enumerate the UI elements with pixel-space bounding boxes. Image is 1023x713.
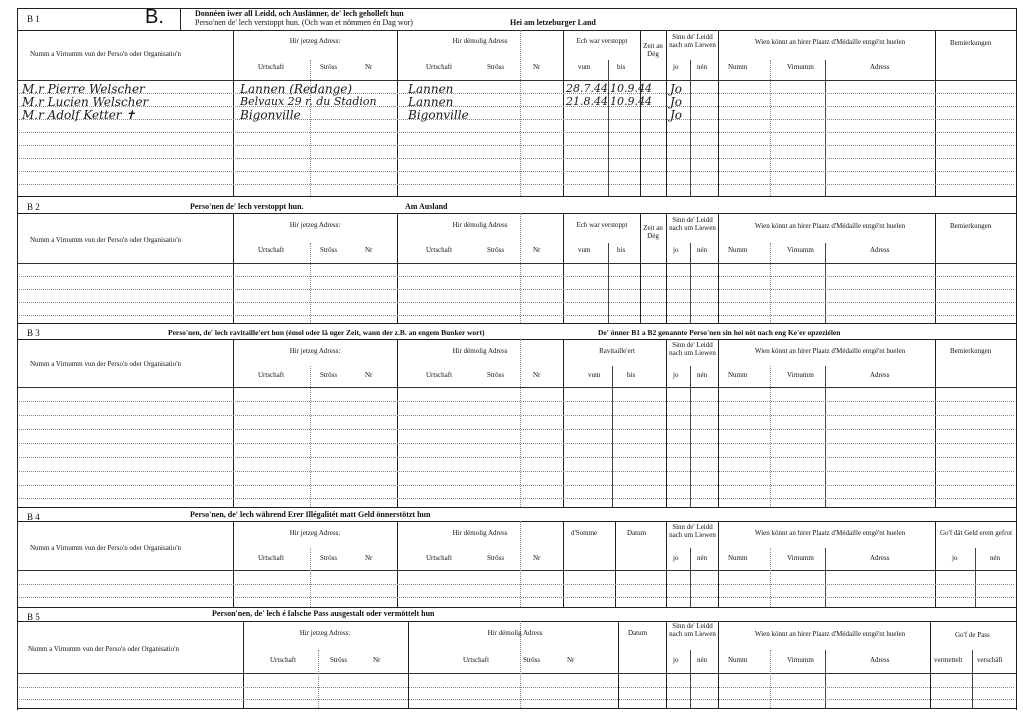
- b5-old-stross: Ströss: [523, 656, 541, 664]
- b2-col-line: [690, 243, 691, 323]
- b5-verschafi: verschäfi: [977, 656, 1003, 664]
- b4-col-line: [615, 521, 616, 607]
- b1-vum: vum: [578, 63, 591, 71]
- b1-urtschaft: Urtschaft: [258, 63, 285, 71]
- b1-col-line: [690, 60, 691, 196]
- b1-remarks-header: Bemierkungen: [950, 39, 992, 47]
- b1-row-name: M.r Lucien Welscher: [22, 95, 149, 109]
- b2-virnumm: Virnumm: [787, 246, 814, 254]
- b3-header-top: [17, 339, 1016, 340]
- b4-nr: Nr: [365, 554, 373, 562]
- form-subtitle-country: Hei am letzeburger Land: [510, 18, 596, 27]
- b4-jo: jo: [673, 554, 679, 562]
- b4-col-dotted: [310, 548, 311, 607]
- b3-name-header: Numm a Virnumm vun der Perso'n oder Organisatio'n: [30, 360, 181, 368]
- b4-col-line: [233, 521, 234, 607]
- b4-col-line: [563, 521, 564, 607]
- b1-row-line: [19, 132, 1014, 133]
- b2-old-nr: Nr: [533, 246, 541, 254]
- b4-title: Perso'nen, de' lech während Erer Illégalitét matt Geld önnerstötzt hun: [190, 510, 431, 519]
- b1-col-dotted: [770, 60, 771, 196]
- b5-top: [17, 607, 1016, 608]
- section-b3-id: B 3: [27, 328, 40, 338]
- b2-bis: bis: [617, 246, 626, 254]
- b1-row-line: [19, 93, 1014, 94]
- b5-old-nr: Nr: [567, 656, 575, 664]
- b4-urtschaft: Urtschaft: [258, 554, 285, 562]
- frame-top: [17, 8, 1016, 9]
- b4-old-urtschaft: Urtschaft: [426, 554, 453, 562]
- b1-jo: jo: [673, 63, 679, 71]
- b4-col-line: [825, 548, 826, 607]
- b3-medal-header: Wien könnt an hirer Plaatz d'Médaille entgé'nt huelen: [754, 347, 906, 355]
- b5-title: Person'nen, de' lech é falsche Pass ausgestalt oder vermöttelt hun: [212, 609, 435, 618]
- b3-row-line: [19, 457, 1014, 458]
- b1-hidden-header: Ech war verstoppt: [576, 37, 628, 45]
- b5-date-header: Datum: [628, 629, 648, 637]
- b3-note: De' önner B1 a B2 genannte Perso'nen sin hei nöt nach eng Ke'er opzeziélen: [598, 328, 841, 337]
- b3-col-line: [397, 339, 398, 507]
- b3-virnumm: Virnumm: [787, 371, 814, 379]
- b2-top: [17, 196, 1016, 197]
- b2-col-line: [718, 213, 719, 323]
- form-title: Donnéen iwer all Leidd, och Auslänner, de' lech geholleft hun: [195, 9, 404, 18]
- b3-nr: Nr: [365, 371, 373, 379]
- form-subtitle: Perso'nen de' lech verstoppt hun. (Och wan et nömmen én Dag wor): [195, 18, 413, 27]
- b2-col-dotted: [520, 213, 521, 323]
- b4-col-dotted: [770, 548, 771, 607]
- b1-nr: Nr: [365, 63, 373, 71]
- b1-row-line: [19, 184, 1014, 185]
- b2-vum: vum: [578, 246, 591, 254]
- b3-bis: bis: [627, 371, 636, 379]
- section-b1-id: B 1: [27, 14, 40, 24]
- b4-row-line: [19, 584, 1014, 585]
- b1-col-line: [608, 60, 609, 196]
- section-b5-id: B 5: [27, 612, 40, 622]
- b5-jo: jo: [673, 656, 679, 664]
- frame-bottom: [17, 708, 1016, 709]
- b2-col-line: [397, 213, 398, 323]
- b3-col-line: [233, 339, 234, 507]
- b1-row-old: Bigonville: [408, 108, 469, 122]
- b3-top: [17, 323, 1016, 324]
- b2-col-line: [825, 243, 826, 323]
- b2-header-top: [17, 213, 1016, 214]
- b5-nen: nén: [697, 656, 708, 664]
- b1-row-current: Lannen (Redange): [240, 82, 353, 96]
- b2-header-bottom: [17, 263, 1016, 264]
- b3-row-line: [19, 429, 1014, 430]
- b1-row-from: 21.8.44: [566, 95, 608, 108]
- b1-row-old: Lannen: [408, 95, 454, 109]
- b2-nen: nén: [697, 246, 708, 254]
- form-letter: B.: [145, 6, 164, 28]
- b4-old-address-header: Hir démolig Adress: [452, 529, 508, 537]
- b3-row-line: [19, 443, 1014, 444]
- b2-title-abroad: Am Ausland: [405, 202, 448, 211]
- b2-nr: Nr: [365, 246, 373, 254]
- b2-old-urtschaft: Urtschaft: [426, 246, 453, 254]
- b5-pass-header: Go'f de Pass: [955, 631, 990, 639]
- b1-old-stross: Ströss: [487, 63, 505, 71]
- b2-col-line: [563, 213, 564, 323]
- b3-old-stross: Ströss: [487, 371, 505, 379]
- b4-header-bottom: [17, 570, 1016, 571]
- b3-col-line: [718, 339, 719, 507]
- b4-current-address-header: Hir jetzeg Adress:: [289, 529, 341, 537]
- b4-medal-header: Wien könnt an hirer Plaatz d'Médaille entgé'nt huelen: [754, 529, 906, 537]
- b1-row-name: M.r Pierre Welscher: [22, 82, 145, 96]
- b5-adress: Adress: [870, 656, 890, 664]
- b2-current-address-header: Hir jetzeg Adress:: [289, 221, 341, 229]
- b4-header-top: [17, 521, 1016, 522]
- b2-name-header: Numm a Virnumm vun der Perso'n oder Organisatio'n: [30, 236, 181, 244]
- b2-row-line: [19, 276, 1014, 277]
- b1-stross: Ströss: [320, 63, 338, 71]
- b1-col-dotted: [310, 60, 311, 196]
- b4-old-stross: Ströss: [487, 554, 505, 562]
- b4-old-nr: Nr: [533, 554, 541, 562]
- b2-col-line: [608, 243, 609, 323]
- b5-col-line: [408, 621, 409, 708]
- b4-money-jo: jo: [952, 554, 958, 562]
- b3-old-address-header: Hir démolig Adress: [452, 347, 508, 355]
- b4-row-line: [19, 597, 1014, 598]
- b2-urtschaft: Urtschaft: [258, 246, 285, 254]
- frame-right: [1016, 8, 1017, 710]
- b1-header-bottom: [17, 80, 1016, 81]
- b5-header-top: [17, 621, 1016, 622]
- b5-col-line: [930, 621, 931, 708]
- b1-medal-header: Wien könnt an hirer Plaatz d'Médaille entgé'nt huelen: [754, 38, 906, 46]
- b4-money-nen: nén: [990, 554, 1001, 562]
- b1-row-current: Belvaux 29 r. du Stadion: [240, 95, 377, 108]
- b5-old-urtschaft: Urtschaft: [463, 656, 490, 664]
- b2-col-line: [233, 213, 234, 323]
- b3-ravit-header: Ravitaille'ert: [599, 347, 635, 355]
- b2-alive-header: Sinn de' Leidd nach um Liewen: [669, 216, 716, 232]
- b2-adress: Adress: [870, 246, 890, 254]
- b4-money-back-header: Go'f dät Geld erem gefrot: [940, 529, 1013, 537]
- b4-col-line: [690, 548, 691, 607]
- b5-col-line: [718, 621, 719, 708]
- b3-old-urtschaft: Urtschaft: [426, 371, 453, 379]
- b4-sum-header: d'Somme: [571, 529, 598, 537]
- b3-numm: Numm: [728, 371, 748, 379]
- b2-old-stross: Ströss: [487, 246, 505, 254]
- b2-numm: Numm: [728, 246, 748, 254]
- b2-jo: jo: [673, 246, 679, 254]
- b4-col-line: [666, 521, 667, 607]
- b3-col-line: [935, 339, 936, 507]
- b3-stross: Ströss: [320, 371, 338, 379]
- b3-alive-header: Sinn de' Leidd nach um Liewen: [669, 341, 716, 357]
- b3-row-line: [19, 498, 1014, 499]
- b5-urtschaft: Urtschaft: [270, 656, 297, 664]
- b1-row-from: 28.7.44: [566, 82, 608, 95]
- b2-row-line: [19, 289, 1014, 290]
- b5-name-header: Numm a Virnumm vun der Perso'n oder Organisatio'n: [28, 645, 179, 653]
- b5-stross: Ströss: [330, 656, 348, 664]
- b4-date-header: Datum: [627, 529, 647, 537]
- b2-old-address-header: Hir démolig Adress: [452, 221, 508, 229]
- b1-row-line: [19, 145, 1014, 146]
- b3-jo: jo: [673, 371, 679, 379]
- b3-remarks-header: Bemierkungen: [950, 347, 992, 355]
- b5-col-line: [243, 621, 244, 708]
- b2-title: Perso'nen de' lech verstoppt hun.: [190, 202, 304, 211]
- b5-old-address-header: Hir démolig Adress: [487, 629, 543, 637]
- b1-alive-header: Sinn de' Leidd nach um Liewen: [669, 33, 716, 49]
- title-divider: [180, 8, 181, 30]
- b1-numm: Numm: [728, 63, 748, 71]
- b1-old-nr: Nr: [533, 63, 541, 71]
- frame-left: [17, 8, 18, 710]
- b1-row-line: [19, 119, 1014, 120]
- b3-row-line: [19, 415, 1014, 416]
- b4-virnumm: Virnumm: [787, 554, 814, 562]
- b2-remarks-header: Bemierkungen: [950, 222, 992, 230]
- b1-header-top: [17, 30, 1016, 31]
- b1-row-alive: Jo: [670, 82, 683, 96]
- b2-stross: Ströss: [320, 246, 338, 254]
- b3-vum: vum: [588, 371, 601, 379]
- b3-row-line: [19, 485, 1014, 486]
- b1-row-alive: Jo: [670, 95, 683, 109]
- b5-vermettelt: vermettelt: [934, 656, 963, 664]
- b3-header-bottom: [17, 387, 1016, 388]
- b3-row-line: [19, 401, 1014, 402]
- section-b2-id: B 2: [27, 202, 40, 212]
- b1-row-current: Bigonville: [240, 108, 301, 122]
- b1-row-line: [19, 171, 1014, 172]
- b2-days-header: Zeit an Dég: [643, 224, 663, 240]
- b3-old-nr: Nr: [533, 371, 541, 379]
- b1-col-line: [825, 60, 826, 196]
- b3-col-dotted: [520, 339, 521, 507]
- b4-top: [17, 507, 1016, 508]
- b5-nr: Nr: [373, 656, 381, 664]
- b1-old-urtschaft: Urtschaft: [426, 63, 453, 71]
- b5-row-line: [19, 687, 1014, 688]
- b4-numm: Numm: [728, 554, 748, 562]
- b2-hidden-header: Ech war verstoppt: [576, 221, 628, 229]
- b5-virnumm: Virnumm: [787, 656, 814, 664]
- b4-col-line: [975, 548, 976, 607]
- b2-col-line: [935, 213, 936, 323]
- b5-col-line: [666, 621, 667, 708]
- b5-medal-header: Wien könnt an hirer Plaatz d'Médaille entgé'nt huelen: [754, 630, 906, 638]
- b1-nen: nén: [697, 63, 708, 71]
- b1-old-address-header: Hir démolig Adress: [452, 37, 508, 45]
- b2-col-dotted: [770, 243, 771, 323]
- b3-col-line: [563, 339, 564, 507]
- b4-col-dotted: [520, 521, 521, 607]
- b1-current-address-header: Hir jetzeg Adress:: [289, 37, 341, 45]
- b1-row-name: M.r Adolf Ketter ✝: [22, 108, 136, 122]
- b1-adress: Adress: [870, 63, 890, 71]
- b5-alive-header: Sinn de' Leidd nach um Liewen: [669, 622, 716, 638]
- b1-name-header: Numm a Virnumm vun der Perso'n oder Organisatio'n: [30, 50, 181, 58]
- b4-alive-header: Sinn de' Leidd nach um Liewen: [669, 523, 716, 539]
- b2-row-line: [19, 315, 1014, 316]
- b2-row-line: [19, 302, 1014, 303]
- b3-nen: nén: [697, 371, 708, 379]
- b2-medal-header: Wien könnt an hirer Plaatz d'Médaille entgé'nt huelen: [754, 222, 906, 230]
- b1-row-to: 10.9.44: [610, 82, 652, 95]
- b3-adress: Adress: [870, 371, 890, 379]
- b5-col-line: [618, 621, 619, 708]
- b4-nen: nén: [697, 554, 708, 562]
- b4-name-header: Numm a Virnumm vun der Perso'n oder Organisatio'n: [30, 544, 181, 552]
- b5-header-bottom: [17, 673, 1016, 674]
- b3-current-address-header: Hir jetzeg Adress:: [289, 347, 341, 355]
- b4-col-line: [397, 521, 398, 607]
- b4-stross: Ströss: [320, 554, 338, 562]
- b1-virnumm: Virnumm: [787, 63, 814, 71]
- b3-col-line: [666, 339, 667, 507]
- b1-row-alive: Jo: [670, 108, 683, 122]
- b1-bis: bis: [617, 63, 626, 71]
- b2-col-line: [666, 213, 667, 323]
- b1-row-to: 10.9.44: [610, 95, 652, 108]
- b5-row-line: [19, 699, 1014, 700]
- b4-col-line: [718, 521, 719, 607]
- b1-days-header: Zeit an Dég: [643, 42, 663, 58]
- b5-current-address-header: Hir jetzeg Adress:: [299, 629, 351, 637]
- b4-adress: Adress: [870, 554, 890, 562]
- b3-urtschaft: Urtschaft: [258, 371, 285, 379]
- b3-row-line: [19, 471, 1014, 472]
- b1-row-old: Lannen: [408, 82, 454, 96]
- b2-col-line: [640, 213, 641, 323]
- b2-col-dotted: [310, 243, 311, 323]
- b5-numm: Numm: [728, 656, 748, 664]
- b1-row-line: [19, 106, 1014, 107]
- b3-title: Perso'nen, de' lech ravitaille'ert hun (émol oder lä nger Zeit, wann der z.B. an engem Bunker wort): [168, 328, 485, 337]
- b1-row-line: [19, 158, 1014, 159]
- section-b4-id: B 4: [27, 512, 40, 522]
- b4-col-line: [935, 521, 936, 607]
